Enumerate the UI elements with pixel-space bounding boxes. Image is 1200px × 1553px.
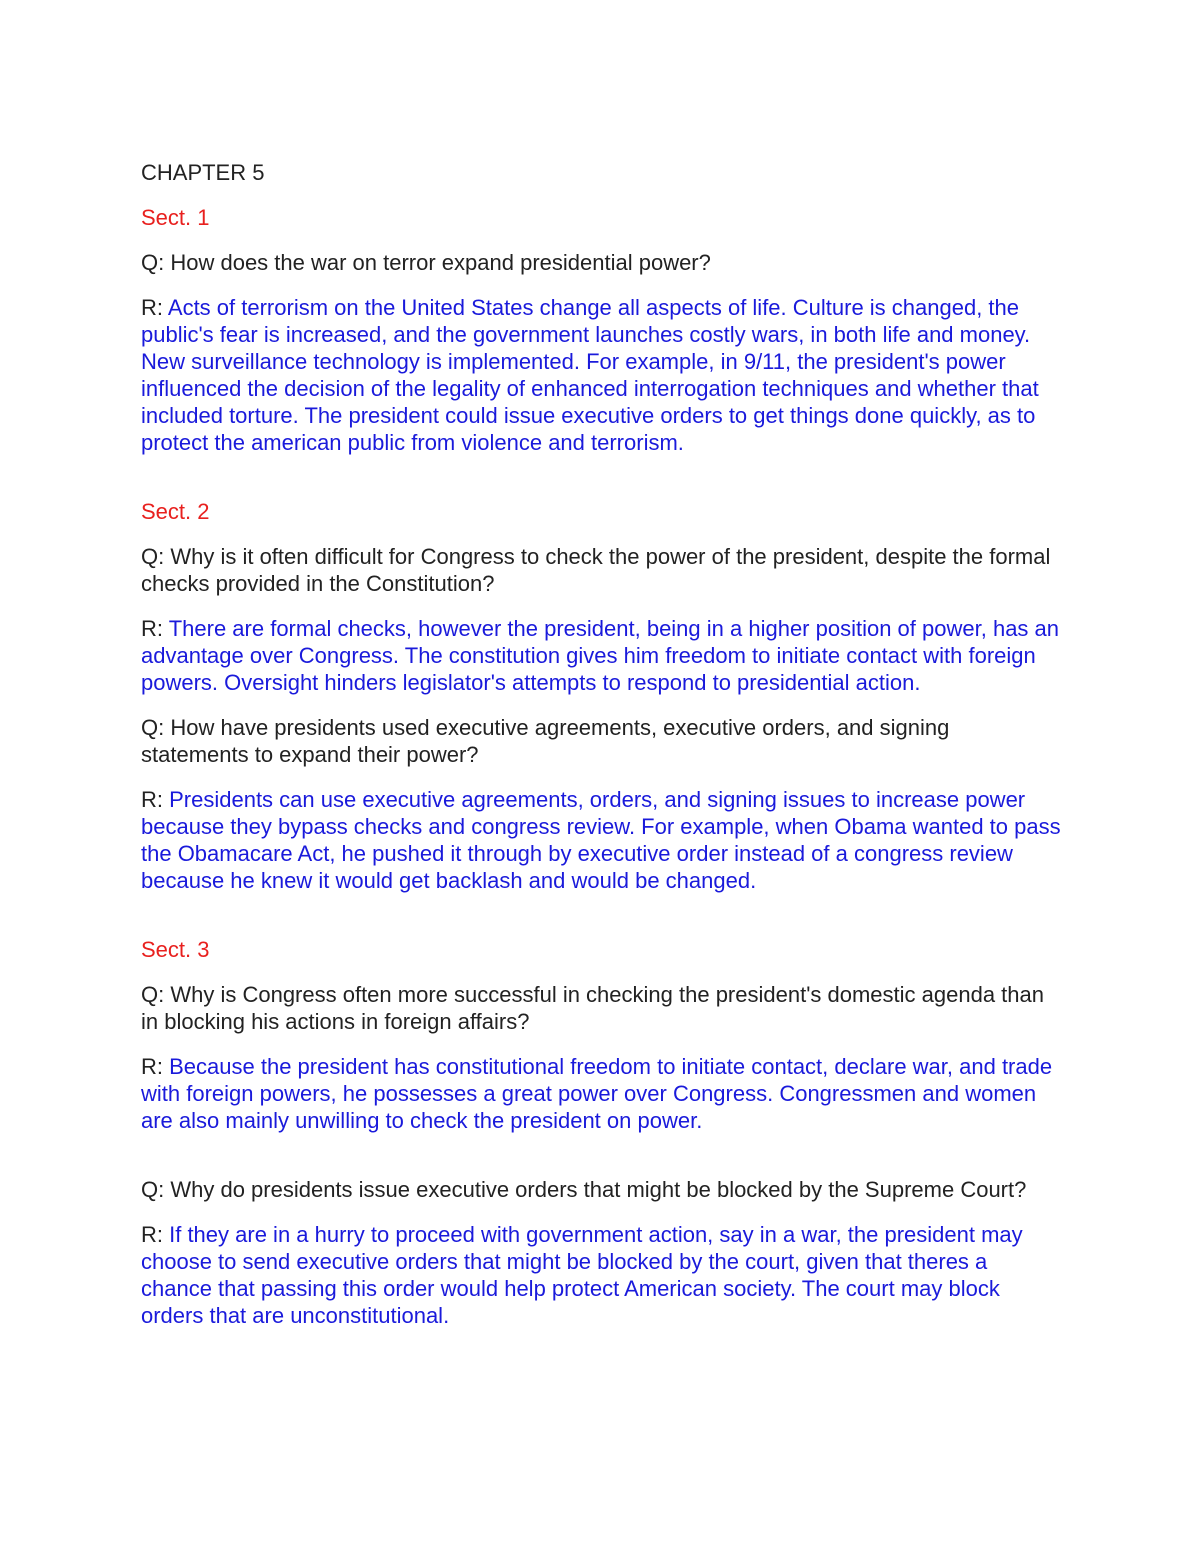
response-label: R: (141, 1222, 163, 1247)
question (141, 981, 1061, 1035)
response (141, 1053, 1061, 1134)
response-label: R: (141, 616, 163, 641)
question (141, 1176, 1061, 1203)
response (141, 294, 1061, 456)
question-label: Q: (141, 715, 165, 740)
response-label: R: (141, 295, 163, 320)
response-text: Acts of terrorism on the United States change all aspects of life. Culture is changed, the public's fear is increased, and the government launches costly wars, in both life and money. New surveillance technology is implemented. For example, in 9/11, the president's power influenced the decision of the legality of enhanced interrogation techniques and whether that included torture. The president could issue executive orders to get things done quickly, as to protect the american public from violence and terrorism. (141, 295, 1039, 455)
question (141, 249, 1061, 276)
response-label: R: (141, 1054, 163, 1079)
response-text: Because the president has constitutional freedom to initiate contact, declare war, and trade with foreign powers, he possesses a great power over Congress. Congressmen and women are also mainly unwilling to check the president on power. (141, 1054, 1053, 1133)
response-text: Presidents can use executive agreements, orders, and signing issues to increase power because they bypass checks and congress review. For example, when Obama wanted to pass the Obamacare Act, he pushed it through by executive order instead of a congress review because he knew it would get backlash and would be changed. (141, 787, 1061, 893)
response-text: If they are in a hurry to proceed with government action, say in a war, the president may choose to send executive orders that might be blocked by the court, given that theres a chance that passing this order would help protect American society. The court may block orders that are unconstitutional. (141, 1222, 1023, 1328)
chapter-title: CHAPTER 5 (141, 160, 265, 185)
question-label: Q: (141, 544, 165, 569)
question (141, 543, 1061, 597)
document-page (141, 159, 1061, 1347)
section-heading: Sect. 3 (141, 937, 210, 962)
section-heading: Sect. 1 (141, 205, 210, 230)
question-text: How have presidents used executive agreements, executive orders, and signing statements to expand their power? (141, 715, 950, 767)
question-text: Why is it often difficult for Congress to check the power of the president, despite the formal checks provided in the Constitution? (141, 544, 1051, 596)
response (141, 786, 1061, 894)
response (141, 1221, 1061, 1329)
question-text: Why is Congress often more successful in checking the president's domestic agenda than in blocking his actions in foreign affairs? (141, 982, 1044, 1034)
question (141, 714, 1061, 768)
question-label: Q: (141, 1177, 165, 1202)
question-text: Why do presidents issue executive orders that might be blocked by the Supreme Court? (164, 1177, 1027, 1202)
response (141, 615, 1061, 696)
question-text: How does the war on terror expand presidential power? (164, 250, 711, 275)
question-label: Q: (141, 982, 165, 1007)
question-label: Q: (141, 250, 165, 275)
response-text: There are formal checks, however the president, being in a higher position of power, has an advantage over Congress. The constitution gives him freedom to initiate contact with foreign powers. Oversight hinders legislator's attempts to respond to presidential action. (141, 616, 1060, 695)
section-heading: Sect. 2 (141, 499, 210, 524)
response-label: R: (141, 787, 163, 812)
